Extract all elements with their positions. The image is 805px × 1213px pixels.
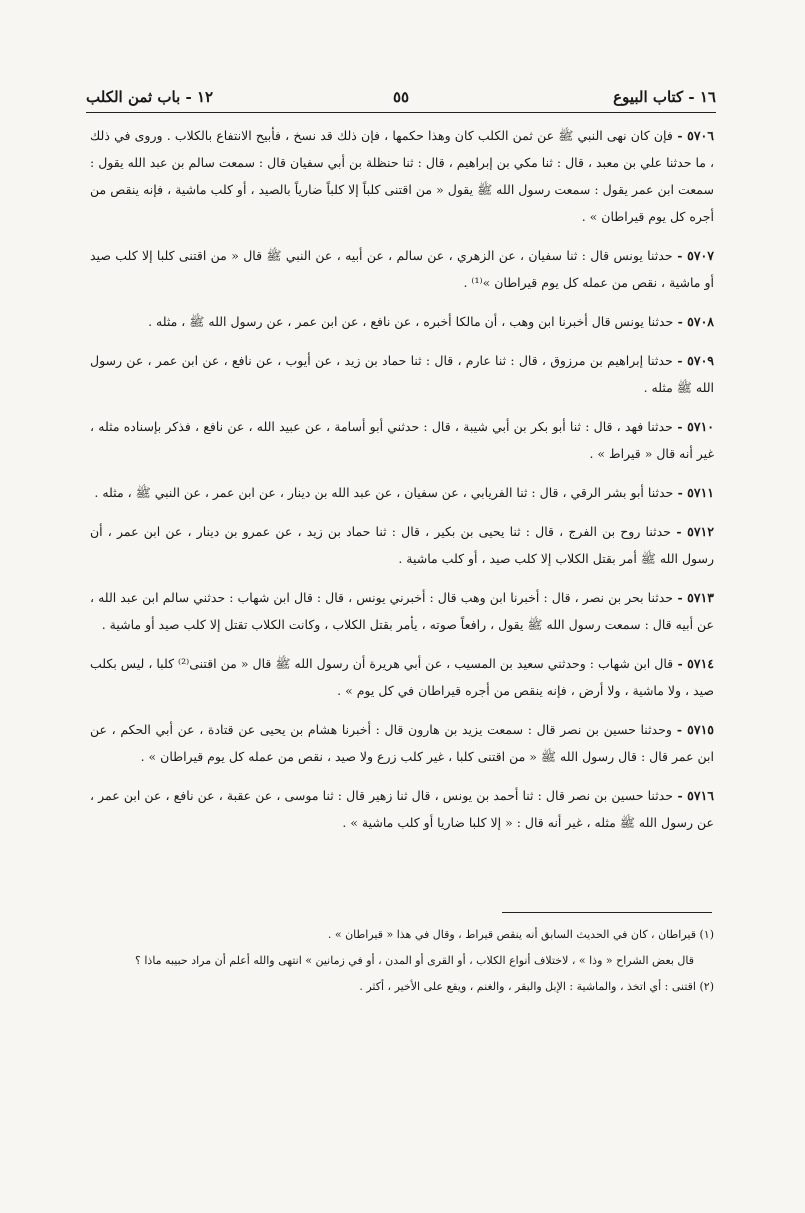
hadith-text: وحدثنا حسين بن نصر قال : سمعت يزيد بن هارون قال : أخبرنا هشام بن يحيى عن قتادة ، عن أبي الحكم ، عن ابن عمر قال : قال رسول الله ﷺ « من اقتنى كلبا ، غير كلب زرع ولا صيد ، نقص من عمله كل يوم قيراطان » . bbox=[90, 722, 714, 764]
chapter-title: ١٦ - كتاب البيوع bbox=[613, 88, 716, 106]
hadith-text: حدثنا روح بن الفرج ، قال : ثنا يحيى بن بكير ، قال : ثنا حماد بن زيد ، عن عمرو بن دينار ، عن ابن عمر ، أن رسول الله ﷺ أمر بقتل الكلاب إلا كلب صيد ، أو كلب ماشية . bbox=[90, 524, 714, 566]
hadith-text: حدثنا يونس قال : ثنا سفيان ، عن الزهري ، عن سالم ، عن أبيه ، عن النبي ﷺ قال « من اقتنى كلبا إلا كلب صيد أو ماشية ، نقص من عمله كل يوم قيراطان »⁽¹⁾ . bbox=[90, 248, 714, 290]
footnote-continuation: قال بعض الشراح « وذا » ، لاختلاف أنواع الكلاب ، أو القرى أو المدن ، أو في زمانين » انتهى والله أعلم أن مراد حبيبه ماذا ؟ bbox=[135, 954, 694, 967]
hadith-entry: ٥٧١٦ - حدثنا حسين بن نصر قال : ثنا أحمد بن يونس ، قال ثنا زهير قال : ثنا موسى ، عن عقبة ، عن نافع ، عن ابن عمر ، عن رسول الله ﷺ مثله ، غير أنه قال : « إلا كلبا ضاريا أو كلب ماشية » . bbox=[90, 788, 714, 830]
footnotes bbox=[90, 925, 714, 1003]
footnote: (١) قيراطان ، كان في الحديث السابق أنه ينقص قيراط ، وقال في هذا « قيراطان » . bbox=[327, 928, 714, 941]
hadith-text: فإن كان نهى النبي ﷺ عن ثمن الكلب كان وهذا حكمها ، فإن ذلك قد نسخ ، فأبيح الانتفاع بالكلاب . وروى في ذلك ، ما حدثنا علي بن معبد ، قال : ثنا مكي بن إبراهيم ، قال : ثنا حنظلة بن أبي سفيان قال : سمعت سالم بن عبد الله يقول : سمعت ابن عمر يقول : سمعت رسول الله ﷺ يقول « من اقتنى كلباً إلا كلباً ضارياً بالصيد ، أو كلب ماشية ، فإنه ينقص من أجره كل يوم قيراطان » . bbox=[90, 128, 714, 224]
hadith-number: ٥٧٠٦ bbox=[687, 128, 714, 143]
hadith-entry: ٥٧٠٩ - حدثنا إبراهيم بن مرزوق ، قال : ثنا عارم ، قال : ثنا حماد بن زيد ، عن أيوب ، عن نافع ، عن ابن عمر ، عن رسول الله ﷺ مثله . bbox=[90, 353, 714, 395]
hadith-number: ٥٧٠٩ bbox=[687, 353, 714, 368]
page-number: ٥٥ bbox=[392, 88, 410, 106]
hadith-text: حدثنا بحر بن نصر ، قال : أخبرنا ابن وهب قال : أخبرني يونس ، قال : قال ابن شهاب : حدثني سالم ابن عبد الله ، عن أبيه قال : سمعت رسول الله ﷺ يقول ، رافعاً صوته ، يأمر بقتل الكلاب ، وكانت الكلاب تقتل إلا كلب صيد أو ماشية . bbox=[90, 590, 714, 632]
hadith-entry: ٥٧١٠ - حدثنا فهد ، قال : ثنا أبو بكر بن أبي شيبة ، قال : حدثني أبو أسامة ، عن عبيد الله ، عن نافع ، فذكر بإسناده مثله ، غير أنه قال « قيراط » . bbox=[90, 419, 714, 461]
hadith-number: ٥٧٠٧ bbox=[687, 248, 714, 263]
hadith-text: حدثنا يونس قال أخبرنا ابن وهب ، أن مالكا أخبره ، عن نافع ، عن ابن عمر ، عن رسول الله ﷺ ، مثله . bbox=[148, 314, 674, 329]
hadith-number: ٥٧١٠ bbox=[687, 419, 714, 434]
hadith-entry: ٥٧١١ - حدثنا أبو بشر الرقي ، قال : ثنا الفريابي ، عن سفيان ، عن عبد الله بن دينار ، عن ابن عمر ، عن النبي ﷺ ، مثله . bbox=[94, 485, 714, 500]
hadith-text: حدثنا إبراهيم بن مرزوق ، قال : ثنا عارم ، قال : ثنا حماد بن زيد ، عن أيوب ، عن نافع ، عن ابن عمر ، عن رسول الله ﷺ مثله . bbox=[90, 353, 714, 395]
hadith-number: ٥٧١٥ bbox=[687, 722, 714, 737]
hadith-entry: ٥٧٠٦ - فإن كان نهى النبي ﷺ عن ثمن الكلب كان وهذا حكمها ، فإن ذلك قد نسخ ، فأبيح الانتفاع بالكلاب . وروى في ذلك ، ما حدثنا علي بن معبد ، قال : ثنا مكي بن إبراهيم ، قال : ثنا حنظلة بن أبي سفيان قال : سمعت سالم بن عبد الله يقول : سمعت ابن عمر يقول : سمعت رسول الله ﷺ يقول « من اقتنى كلباً إلا كلباً ضارياً بالصيد ، أو كلب ماشية ، فإنه ينقص من أجره كل يوم قيراطان » . bbox=[90, 128, 714, 224]
hadith-text: حدثنا فهد ، قال : ثنا أبو بكر بن أبي شيبة ، قال : حدثني أبو أسامة ، عن عبيد الله ، عن نافع ، فذكر بإسناده مثله ، غير أنه قال « قيراط » . bbox=[90, 419, 714, 461]
footnote: (٢) اقتنى : أي اتخذ ، والماشية : الإبل والبقر ، والغنم ، ويقع على الأخير ، أكثر . bbox=[359, 980, 714, 993]
hadith-text: حدثنا حسين بن نصر قال : ثنا أحمد بن يونس ، قال ثنا زهير قال : ثنا موسى ، عن عقبة ، عن نافع ، عن ابن عمر ، عن رسول الله ﷺ مثله ، غير أنه قال : « إلا كلبا ضاريا أو كلب ماشية » . bbox=[90, 788, 714, 830]
hadith-entry: ٥٧١٥ - وحدثنا حسين بن نصر قال : سمعت يزيد بن هارون قال : أخبرنا هشام بن يحيى عن قتادة ، عن أبي الحكم ، عن ابن عمر قال : قال رسول الله ﷺ « من اقتنى كلبا ، غير كلب زرع ولا صيد ، نقص من عمله كل يوم قيراطان » . bbox=[90, 722, 714, 764]
hadith-number: ٥٧٠٨ bbox=[687, 314, 714, 329]
hadith-entry: ٥٧١٢ - حدثنا روح بن الفرج ، قال : ثنا يحيى بن بكير ، قال : ثنا حماد بن زيد ، عن عمرو بن دينار ، عن ابن عمر ، أن رسول الله ﷺ أمر بقتل الكلاب إلا كلب صيد ، أو كلب ماشية . bbox=[90, 524, 714, 566]
hadith-list bbox=[90, 122, 714, 848]
hadith-number: ٥٧١١ bbox=[687, 485, 714, 500]
hadith-number: ٥٧١٦ bbox=[687, 788, 714, 803]
hadith-entry: ٥٧٠٨ - حدثنا يونس قال أخبرنا ابن وهب ، أن مالكا أخبره ، عن نافع ، عن ابن عمر ، عن رسول الله ﷺ ، مثله . bbox=[148, 314, 714, 329]
hadith-text: حدثنا أبو بشر الرقي ، قال : ثنا الفريابي ، عن سفيان ، عن عبد الله بن دينار ، عن ابن عمر ، عن النبي ﷺ ، مثله . bbox=[94, 485, 674, 500]
hadith-entry: ٥٧١٣ - حدثنا بحر بن نصر ، قال : أخبرنا ابن وهب قال : أخبرني يونس ، قال : قال ابن شهاب : حدثني سالم ابن عبد الله ، عن أبيه قال : سمعت رسول الله ﷺ يقول ، رافعاً صوته ، يأمر بقتل الكلاب ، وكانت الكلاب تقتل إلا كلب صيد أو ماشية . bbox=[90, 590, 714, 632]
hadith-text: قال ابن شهاب : وحدثني سعيد بن المسيب ، عن أبي هريرة أن رسول الله ﷺ قال « من اقتنى⁽²⁾ كلبا ، ليس بكلب صيد ، ولا ماشية ، ولا أرض ، فإنه ينقص من أجره قيراطان في كل يوم » . bbox=[90, 656, 714, 698]
footnote-divider bbox=[502, 912, 712, 913]
hadith-number: ٥٧١٢ bbox=[687, 524, 714, 539]
hadith-number: ٥٧١٤ bbox=[687, 656, 714, 671]
hadith-number: ٥٧١٣ bbox=[687, 590, 714, 605]
page-header bbox=[86, 86, 716, 113]
section-title: ١٢ - باب ثمن الكلب bbox=[86, 88, 214, 106]
hadith-entry: ٥٧٠٧ - حدثنا يونس قال : ثنا سفيان ، عن الزهري ، عن سالم ، عن أبيه ، عن النبي ﷺ قال « من اقتنى كلبا إلا كلب صيد أو ماشية ، نقص من عمله كل يوم قيراطان »⁽¹⁾ . bbox=[90, 248, 714, 290]
hadith-entry: ٥٧١٤ - قال ابن شهاب : وحدثني سعيد بن المسيب ، عن أبي هريرة أن رسول الله ﷺ قال « من اقتنى⁽²⁾ كلبا ، ليس بكلب صيد ، ولا ماشية ، ولا أرض ، فإنه ينقص من أجره قيراطان في كل يوم » . bbox=[90, 656, 714, 698]
